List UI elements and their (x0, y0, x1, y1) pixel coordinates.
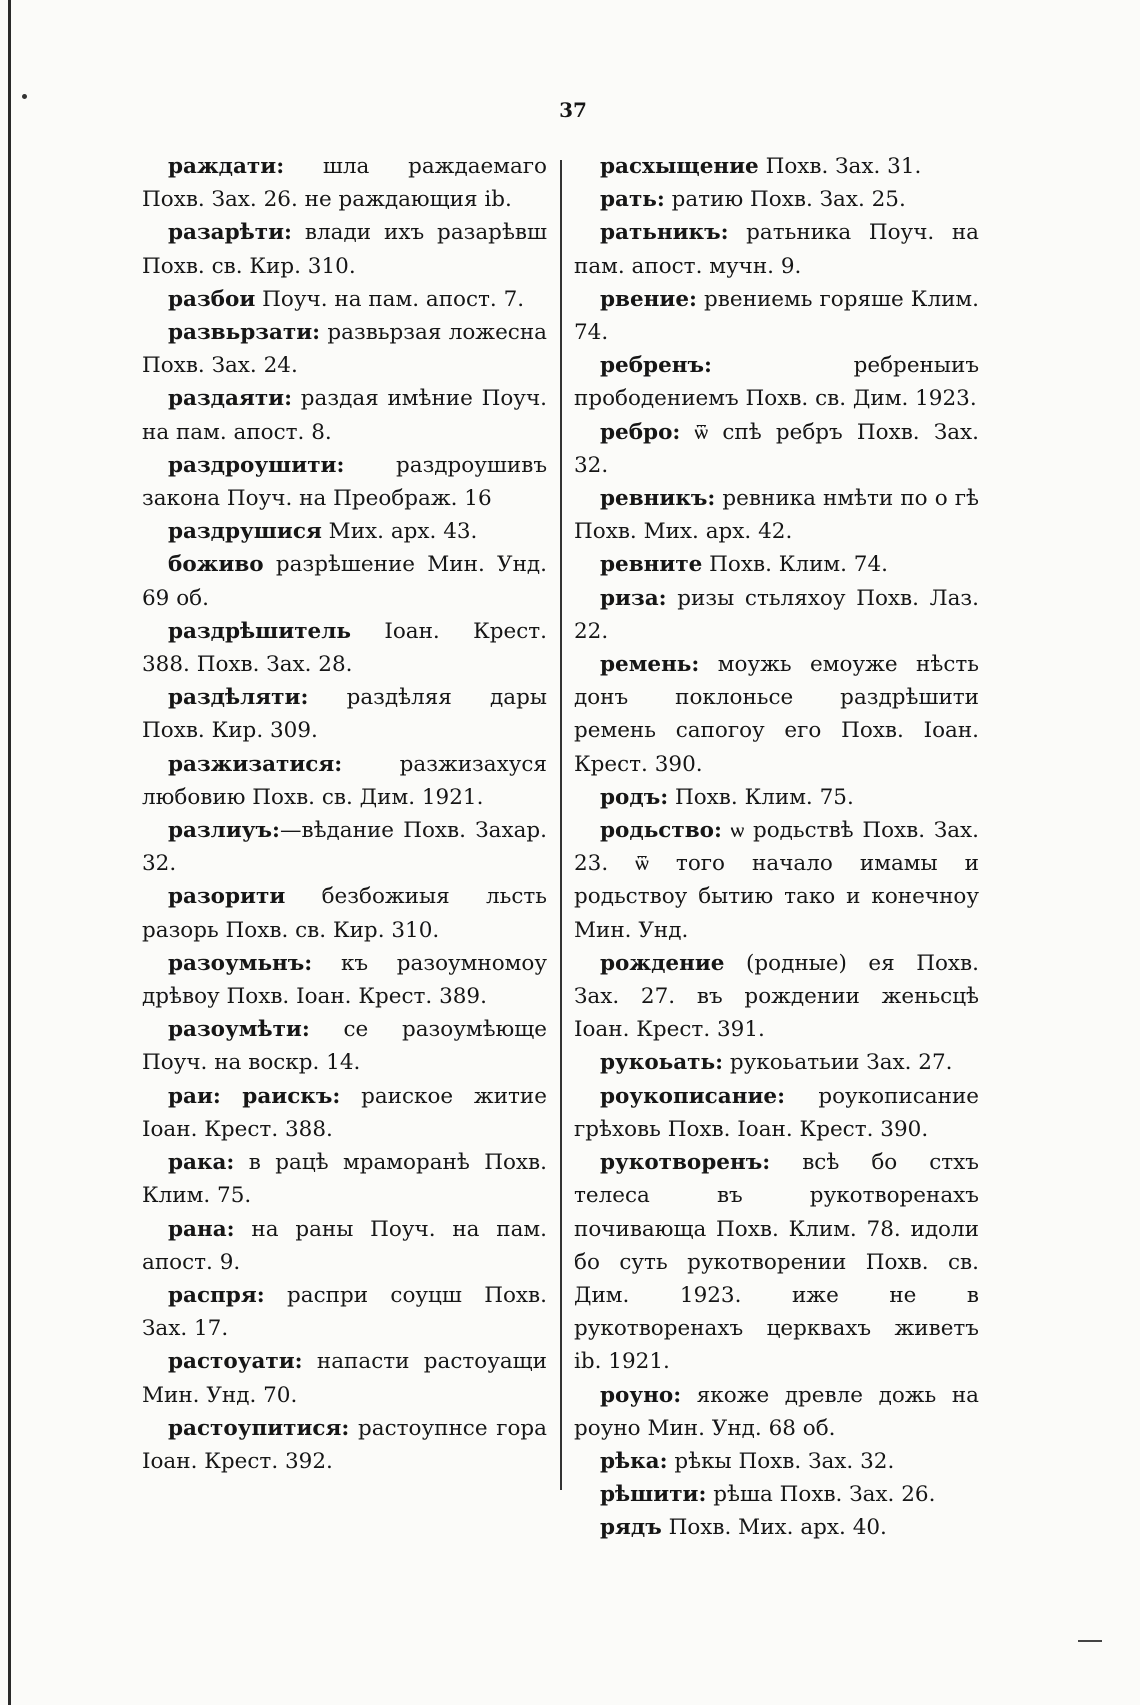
entry-text: ризы стьляхоу Похв. Лаз. 22. (574, 585, 979, 644)
dictionary-entry (574, 1445, 979, 1478)
entry-text: якоже древле дожь на роуно Мин. Унд. 68 об. (574, 1382, 979, 1441)
dictionary-entry (142, 449, 547, 515)
dictionary-entry (142, 1412, 547, 1478)
dictionary-entry (574, 183, 979, 216)
entry-headword: рвение: (600, 286, 697, 312)
entry-headword: роукописание: (600, 1083, 786, 1109)
entry-text: рвениемь горяше Клим. 74. (574, 286, 979, 346)
column-divider (560, 160, 562, 1490)
entry-headword: рождение (600, 950, 725, 976)
entry-text: Поуч. на пам. апост. 7. (255, 286, 525, 312)
dictionary-entry (574, 648, 979, 781)
entry-text: развьрзая ложесна Похв. Зах. 24. (142, 320, 547, 379)
entry-text: на раны Поуч. на пам. апост. 9. (142, 1216, 547, 1275)
entry-headword: рѣшити: (600, 1482, 707, 1508)
dictionary-entry (142, 814, 547, 880)
entry-headword: разжизатися: (168, 751, 343, 777)
dictionary-entry (574, 814, 979, 947)
entry-headword: роуно: (600, 1382, 682, 1408)
dictionary-entry (142, 316, 547, 382)
entry-text: разжизахуся любовию Похв. св. Дим. 1921. (142, 751, 547, 810)
dictionary-entry (574, 1379, 979, 1445)
dictionary-entry (574, 416, 979, 482)
dictionary-entry (574, 283, 979, 349)
entry-text: распри соуцш Похв. Зах. 17. (142, 1282, 547, 1342)
entry-headword: разоумьнъ: (168, 950, 313, 976)
entry-headword: ребро: (600, 419, 681, 445)
dictionary-entry (142, 880, 547, 946)
dictionary-entry (574, 1080, 979, 1146)
dictionary-entry (142, 1345, 547, 1411)
entry-headword: раздрѣшитель (168, 618, 351, 644)
entry-headword: растоупитися: (168, 1415, 350, 1441)
entry-text: моужь емоуже нѣсть донъ поклоньсе раздрѣшити ремень сапогоу его Похв. Іоан. Крест. 390. (574, 652, 979, 777)
binding-edge-line (8, 0, 11, 1705)
dictionary-entry (142, 748, 547, 814)
scan-dash (1078, 1640, 1102, 1642)
entry-headword: рака: (168, 1150, 235, 1176)
entry-text: Похв. Мих. арх. 40. (661, 1515, 887, 1541)
entry-headword: ремень: (600, 652, 700, 678)
dictionary-entry (574, 349, 979, 415)
entry-text: раиское житие Іоан. Крест. 388. (142, 1083, 547, 1142)
entry-headword: ревникъ: (600, 486, 716, 512)
entry-headword: разорити (168, 884, 286, 910)
entry-headword: раждати: (168, 154, 285, 179)
dictionary-entry (574, 947, 979, 1047)
entry-headword: родьство: (600, 818, 722, 844)
entry-text: се разоумѣюще Поуч. на воскр. 14. (142, 1017, 547, 1076)
dictionary-entry (142, 615, 547, 681)
dictionary-entry (142, 382, 547, 448)
entry-text: разрѣшение Мин. Унд. 69 об. (142, 552, 547, 611)
dictionary-entry (142, 1146, 547, 1212)
entry-headword: расхыщение (600, 154, 759, 179)
entry-headword: раздрушися (168, 519, 322, 545)
entry-text: в рацѣ мраморанѣ Похв. Клим. 75. (142, 1150, 547, 1209)
entry-headword: разарѣти: (168, 220, 292, 246)
entry-text: ѿ спѣ ребръ Похв. Зах. 32. (574, 419, 979, 478)
entry-text: раздѣляя дары Похв. Кир. 309. (142, 685, 547, 744)
dictionary-entry (142, 681, 547, 747)
entry-text: Похв. Клим. 75. (668, 784, 854, 810)
entry-text: роукописание грѣховь Похв. Іоан. Крест. 390. (574, 1083, 979, 1142)
entry-headword: рукоьать: (600, 1050, 724, 1076)
entry-headword: риза: (600, 585, 667, 611)
entry-headword: разлиуъ: (168, 818, 280, 844)
entry-headword: рѣка: (600, 1448, 668, 1474)
entry-text: —вѣдание Похв. Захар. 32. (142, 818, 547, 877)
dictionary-entry (574, 1046, 979, 1079)
entry-text: ратию Похв. Зах. 25. (664, 187, 906, 213)
entry-headword: ратьникъ: (600, 220, 729, 246)
left-column (142, 150, 547, 1478)
dictionary-entry (574, 150, 979, 183)
page-number: 37 (559, 98, 587, 122)
entry-text: шла раждаемаго Похв. Зах. 26. не раждающия ib. (142, 154, 547, 213)
entry-headword: родъ: (600, 784, 669, 810)
dictionary-entry (142, 548, 547, 614)
entry-headword: распря: (168, 1282, 265, 1308)
scan-speck (22, 94, 27, 99)
dictionary-entry (574, 781, 979, 814)
entry-text: напасти растоуащи Мин. Унд. 70. (142, 1349, 547, 1408)
entry-headword: раздроушити: (168, 452, 345, 478)
dictionary-entry (574, 216, 979, 282)
entry-headword: разоумѣти: (168, 1017, 310, 1043)
entry-text: безбожиыя льсть разорь Похв. св. Кир. 310. (142, 884, 547, 943)
dictionary-entry (142, 1279, 547, 1345)
entry-headword: ревните (600, 552, 703, 578)
entry-text: Похв. Клим. 74. (702, 552, 888, 578)
entry-headword: рукотворенъ: (600, 1150, 771, 1176)
entry-text: всѣ бо стхъ телеса въ рукотворенахъ почивающа Похв. Клим. 78. идоли бо суть рукотворении Похв. св. Дим. 1923. иже не в рукотворенахъ церквахъ живетъ ib. 1921. (574, 1150, 979, 1375)
entry-text: Іоан. Крест. 388. Похв. Зах. 28. (142, 618, 547, 678)
entry-headword: растоуати: (168, 1349, 303, 1375)
dictionary-entry (574, 482, 979, 548)
entry-headword: раздѣляти: (168, 685, 309, 711)
entry-text: раздроушивъ закона Поуч. на Преображ. 16 (142, 452, 547, 512)
entry-headword: раи: раискъ: (168, 1083, 341, 1109)
dictionary-entry (142, 283, 547, 316)
dictionary-entry (142, 1013, 547, 1079)
entry-headword: ребренъ: (600, 353, 712, 379)
entry-text: влади ихъ разарѣвш Похв. св. Кир. 310. (142, 220, 547, 279)
entry-text: раздая имѣние Поуч. на пам. апост. 8. (142, 386, 547, 445)
entry-text: растоупнсе гора Іоан. Крест. 392. (142, 1415, 547, 1474)
dictionary-entry (574, 548, 979, 581)
entry-text: рукоьатьии Зах. 27. (723, 1050, 953, 1076)
dictionary-entry (574, 1478, 979, 1511)
right-column (574, 150, 979, 1545)
entry-text: рѣша Похв. Зах. 26. (706, 1482, 936, 1508)
entry-text: къ разоумномоу дрѣвоу Похв. Іоан. Крест. 389. (142, 950, 547, 1010)
entry-text: ревника нмѣти по о гѣ Похв. Мих. арх. 42. (574, 486, 979, 545)
entry-text: Похв. Зах. 31. (758, 154, 922, 179)
entry-text: ребреныиъ прободениемъ Похв. св. Дим. 1923. (574, 353, 979, 412)
entry-headword: разбои (168, 286, 256, 312)
entry-headword: боживо (168, 552, 264, 578)
entry-text: Мих. арх. 43. (321, 519, 478, 545)
dictionary-entry (574, 582, 979, 648)
entry-headword: раздаяти: (168, 386, 293, 412)
entry-headword: рана: (168, 1216, 235, 1242)
entry-headword: рядъ (600, 1515, 662, 1541)
dictionary-entry (142, 947, 547, 1013)
dictionary-entry (142, 1080, 547, 1146)
dictionary-entry (142, 1213, 547, 1279)
entry-headword: развьрзати: (168, 320, 321, 346)
dictionary-entry (142, 150, 547, 216)
entry-text: ѡ родьствѣ Похв. Зах. 23. ѿ того начало имамы и родьствоу бытию тако и конечноу Мин. Унд. (574, 818, 979, 943)
entry-headword: рать: (600, 187, 665, 213)
entry-text: рѣкы Похв. Зах. 32. (667, 1448, 895, 1474)
dictionary-entry (142, 515, 547, 548)
dictionary-entry (574, 1511, 979, 1544)
entry-text: ратьника Поуч. на пам. апост. мучн. 9. (574, 220, 979, 279)
dictionary-entry (574, 1146, 979, 1378)
dictionary-entry (142, 216, 547, 282)
entry-text: (родные) ея Похв. Зах. 27. въ рождении женьсцѣ Іоан. Крест. 391. (574, 950, 979, 1043)
